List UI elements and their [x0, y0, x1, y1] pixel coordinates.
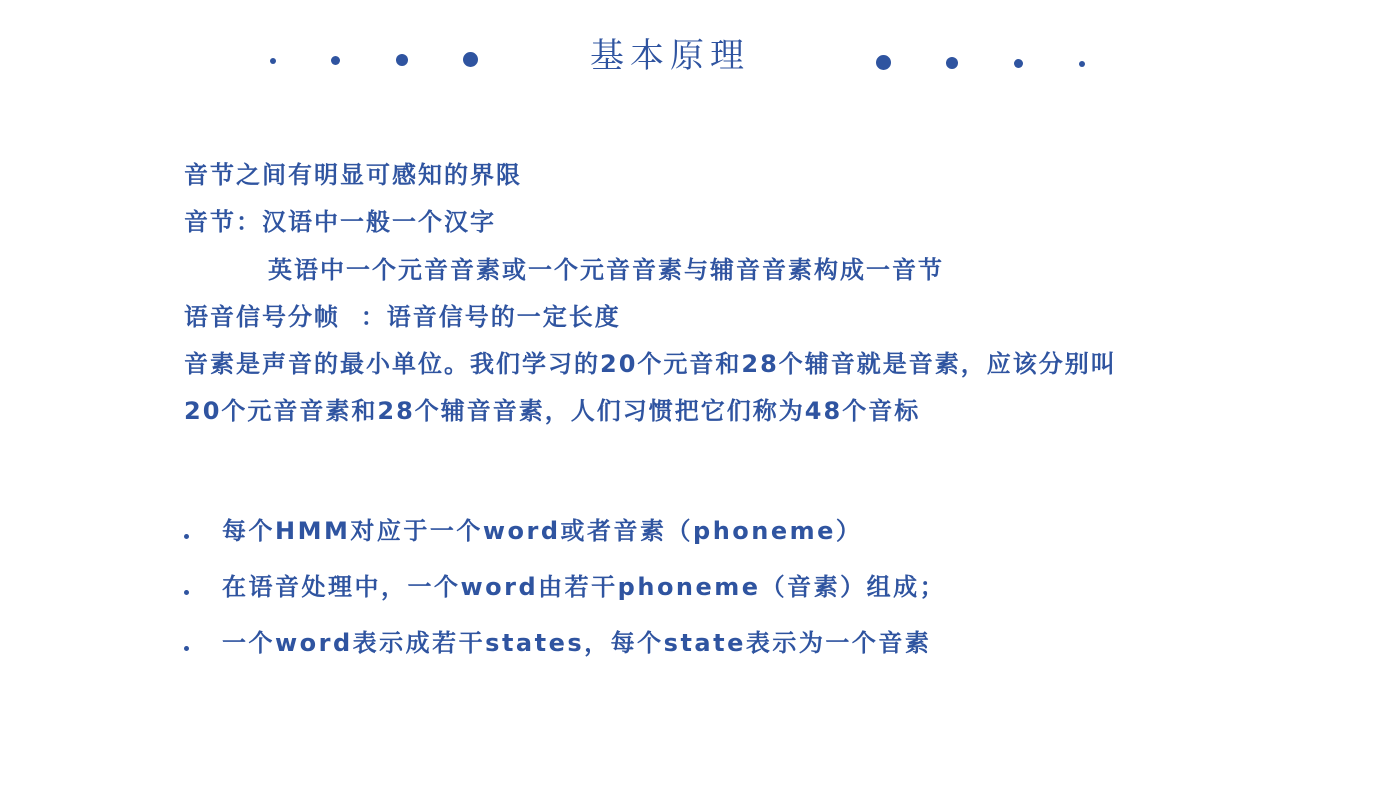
decorative-dot: [396, 54, 408, 66]
bullet-dot: [184, 590, 189, 595]
bullet-item: 一个word表示成若干states，每个state表示为一个音素: [222, 629, 932, 657]
decorative-dot: [1079, 61, 1085, 67]
text-line: 音节：汉语中一般一个汉字: [184, 208, 496, 236]
text-line: 英语中一个元音音素或一个元音音素与辅音音素构成一音节: [268, 256, 944, 284]
bullet-item: 在语音处理中，一个word由若干phoneme（音素）组成；: [222, 573, 947, 601]
text-line: 20个元音音素和28个辅音音素，人们习惯把它们称为48个音标: [184, 397, 921, 425]
bullet-dot: [184, 534, 189, 539]
text-line: 音节之间有明显可感知的界限: [184, 161, 522, 189]
decorative-dot: [1014, 59, 1023, 68]
text-line: 语音信号分帧 ：语音信号的一定长度: [184, 303, 621, 331]
decorative-dot: [270, 58, 276, 64]
decorative-dot: [876, 55, 891, 70]
decorative-dot: [331, 56, 340, 65]
decorative-dot: [463, 52, 478, 67]
bullet-item: 每个HMM对应于一个word或者音素（phoneme）: [222, 517, 863, 545]
bullet-dot: [184, 646, 189, 651]
slide-title: 基本原理: [590, 36, 750, 76]
decorative-dot: [946, 57, 958, 69]
text-line: 音素是声音的最小单位。我们学习的20个元音和28个辅音就是音素，应该分别叫: [184, 350, 1117, 378]
